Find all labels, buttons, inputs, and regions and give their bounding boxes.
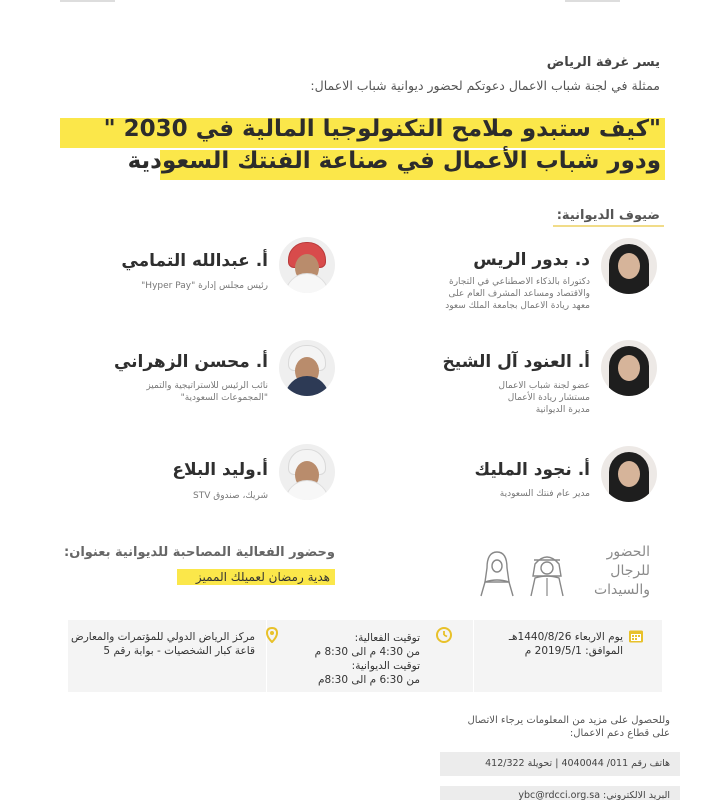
guest-desc: دكتوراة بالذكاء الاصطناعي في التجارة والاقتصاد ومساعد المشرف العام على معهد ريادة الاعمال بجامعة الملك سعود [445, 277, 590, 311]
guest-name: أ. العنود آل الشيخ [442, 352, 590, 372]
guest-avatar [279, 444, 335, 500]
attendance-note: الحضور للرجال والسيدات [593, 544, 650, 598]
contact-intro: وللحصول على مزيد من المعلومات يرجاء الاتصال على قطاع دعم الاعمال: [467, 715, 670, 739]
guest-name: د. بدور الريس [473, 250, 590, 270]
title-line-2: ودور شباب الأعمال في صناعة الفنتك السعودية [127, 148, 661, 174]
intro-line-2: ممثلة في لجنة شباب الاعمال دعوتكم لحضور ديوانية شباب الاعمال: [310, 78, 660, 93]
event-location: مركز الرياض الدولي للمؤتمرات والمعارض قاعة كبار الشخصيات - بوابة رقم 5 [71, 631, 255, 657]
guest-name: أ. محسن الزهراني [113, 352, 268, 372]
location-pin-icon [264, 627, 280, 643]
title-line-1: "كيف ستبدو ملامح التكنولوجيا المالية في 2030 " [103, 116, 661, 142]
guest-avatar [601, 340, 657, 396]
guest-desc: نائب الرئيس للاستراتيجية والتميز "المجموعات السعودية" [146, 381, 268, 403]
woman-icon [475, 546, 519, 598]
man-icon [525, 546, 569, 598]
event-time: توقيت الفعالية: من 4:30 م الى 8:30 م توقيت الديوانية: من 6:30 م الى 8:30م [314, 632, 420, 686]
calendar-icon [628, 628, 644, 644]
guest-name: أ.وليد البلاع [172, 460, 268, 480]
event-label: وحضور الفعالية المصاحبة للديوانية بعنوان: [64, 545, 335, 560]
intro-line-1: يسر غرفة الرياض [546, 55, 660, 70]
guest-avatar [279, 340, 335, 396]
guest-name: أ. عبدالله التمامي [121, 251, 268, 271]
top-edge-fragment [565, 0, 620, 2]
guest-name: أ. نجود المليك [474, 460, 590, 480]
clock-icon [436, 627, 452, 643]
guest-desc: عضو لجنة شباب الاعمال مستشار ريادة الأعمال مديرة الديوانية [498, 381, 590, 415]
guest-desc: مدير عام فنتك السعودية [499, 489, 590, 499]
email-info: البريد الالكتروني: ybc@rdcci.org.sa [518, 790, 670, 800]
guest-avatar [279, 237, 335, 293]
top-edge-fragment [60, 0, 115, 2]
phone-info: هاتف رقم 011/ 4040044 | تحويلة 412/322 [485, 758, 670, 769]
event-date: يوم الاربعاء 1440/8/26هـ الموافق: 2019/5/1 م [508, 631, 623, 657]
info-divider [473, 620, 474, 692]
event-name: هدية رمضان لعميلك المميز [195, 570, 330, 584]
guest-desc: رئيس مجلس إدارة "Hyper Pay" [141, 281, 268, 291]
guest-desc: شريك، صندوق STV [192, 491, 268, 501]
guest-avatar [601, 238, 657, 294]
guest-avatar [601, 446, 657, 502]
guests-label: ضيوف الديوانية: [556, 208, 660, 223]
